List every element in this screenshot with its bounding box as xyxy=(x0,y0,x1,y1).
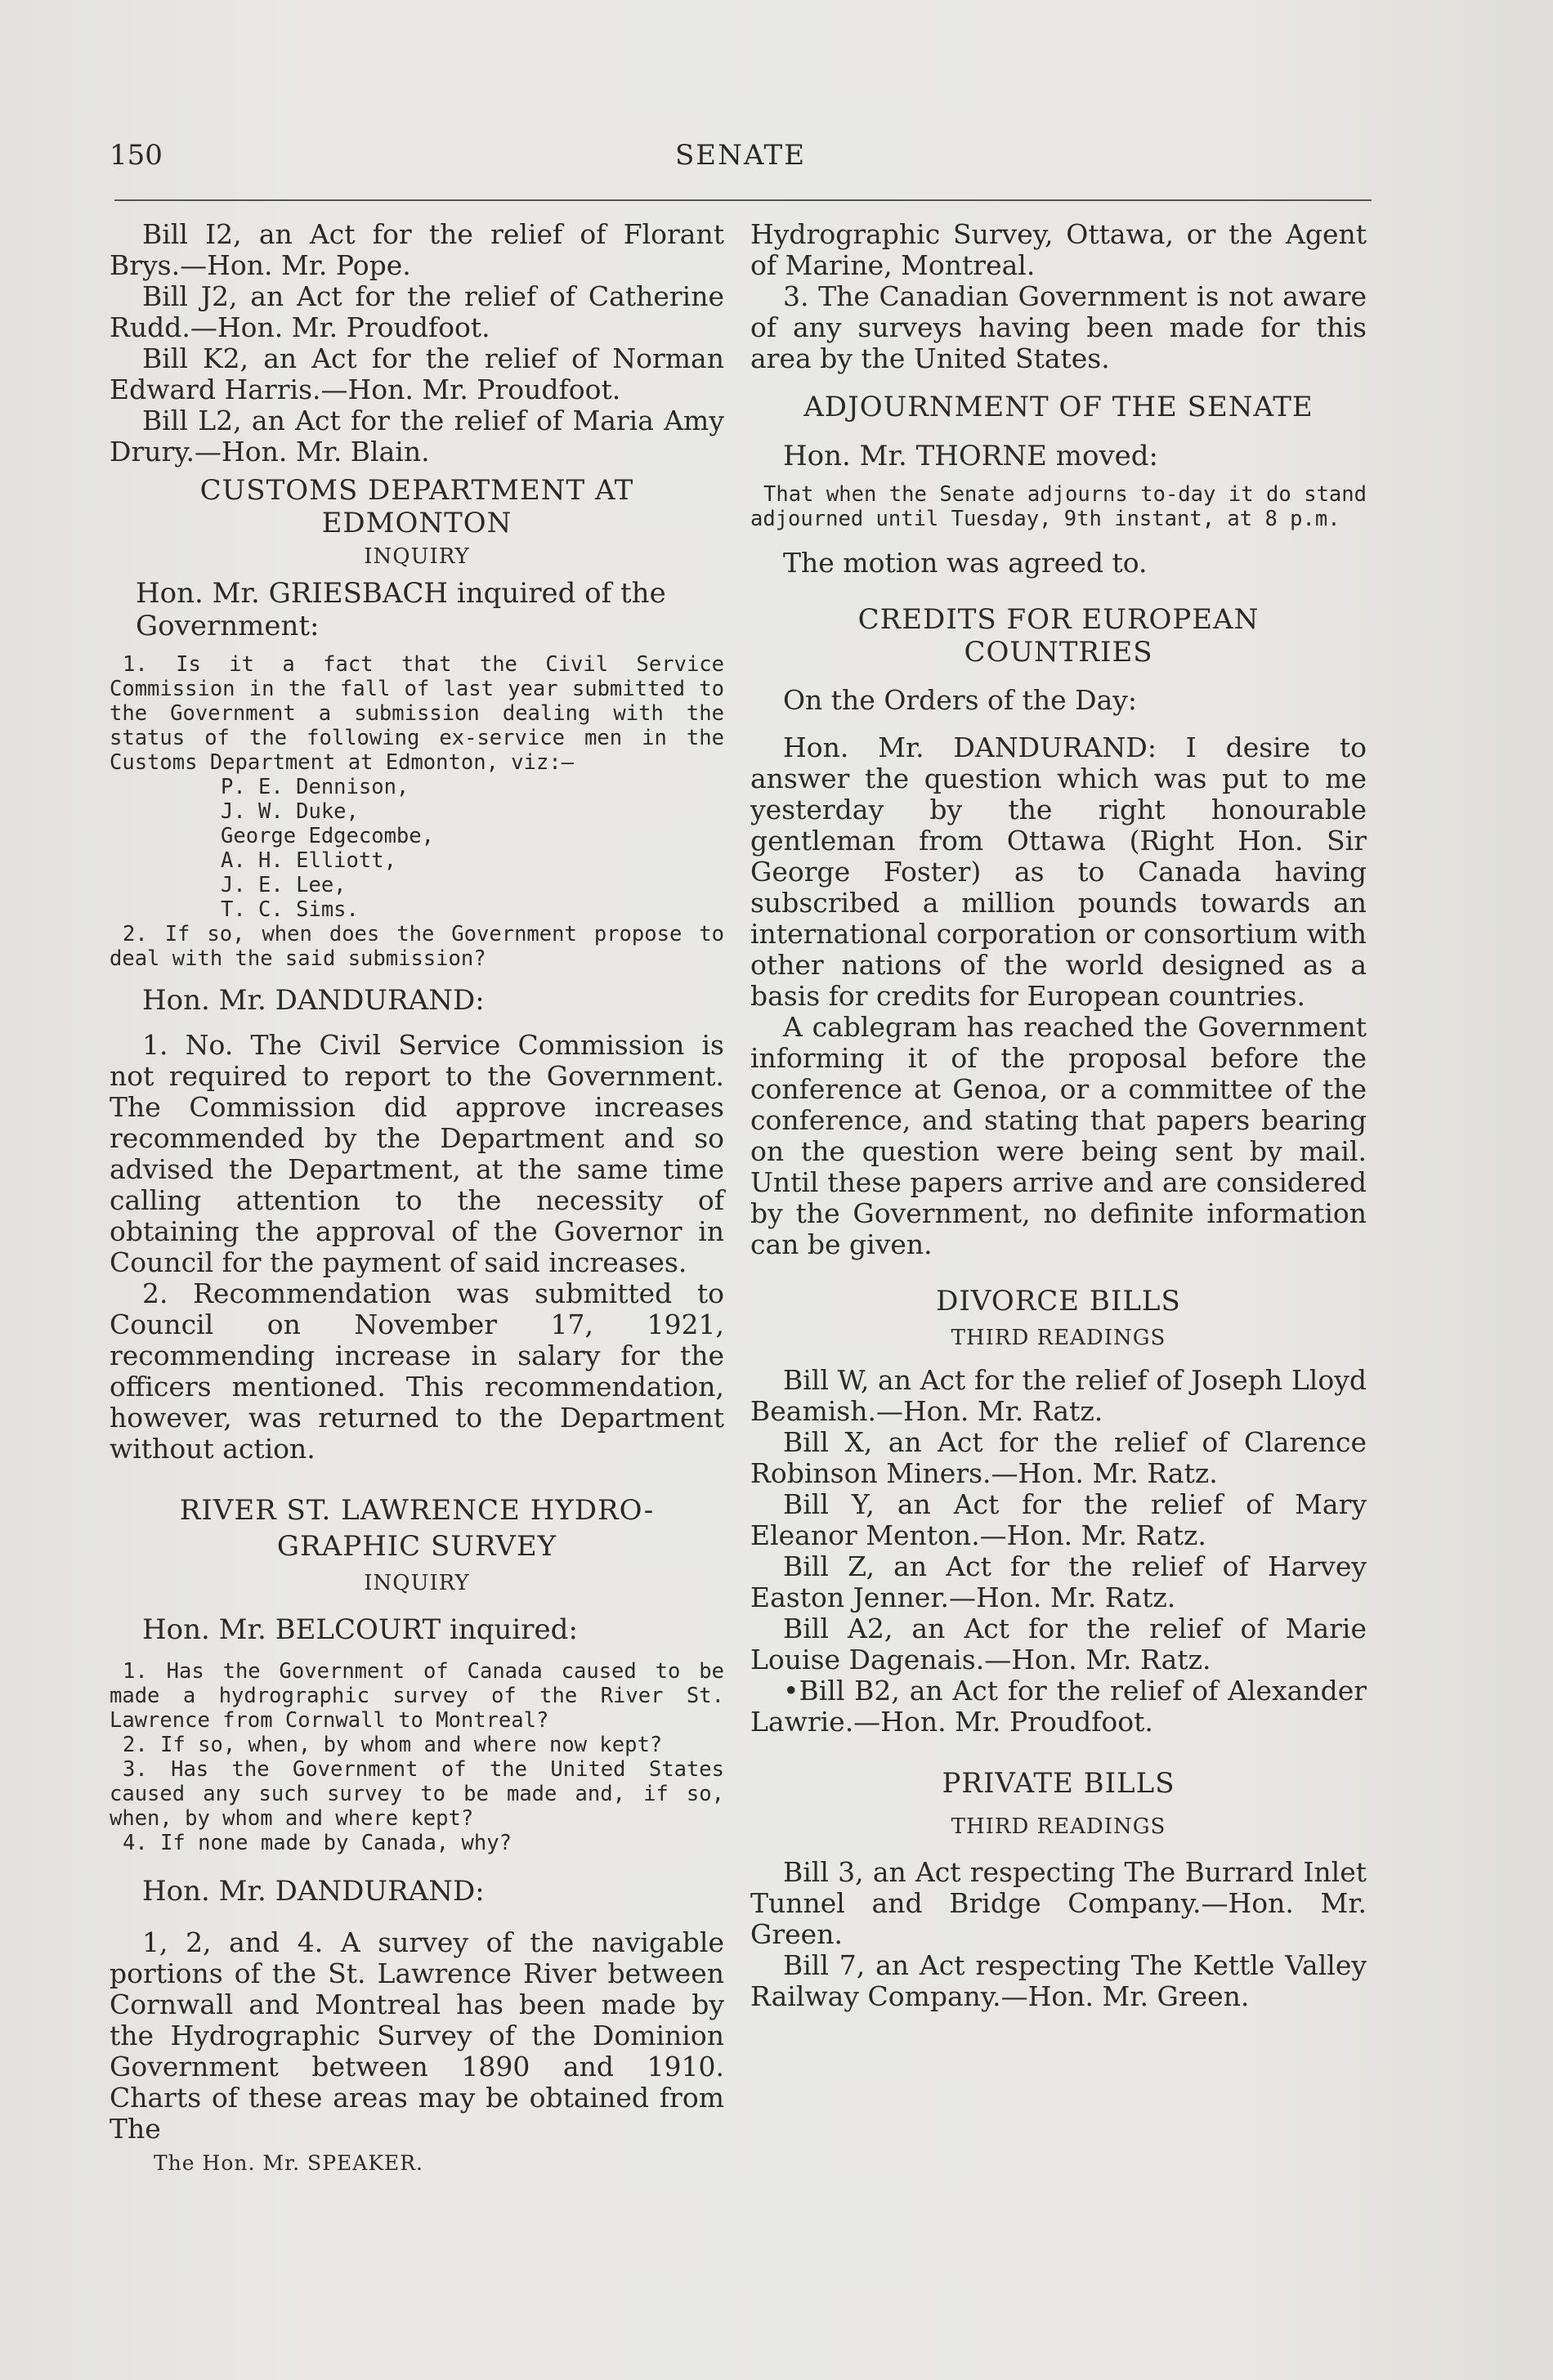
bill-entry: Bill 3, an Act respecting The Burrard Inlet Tunnel and Bridge Company.—Hon. Mr. Green. xyxy=(750,1856,1367,1950)
bill-entry: Bill K2, an Act for the relief of Norman Edward Harris.—Hon. Mr. Proudfoot. xyxy=(110,342,724,405)
name-list xyxy=(110,775,724,922)
section-subheading: THIRD READINGS xyxy=(951,1326,1166,1350)
section-heading-credits-cont: COUNTRIES xyxy=(964,636,1153,669)
question-paragraph: 2. If so, when does the Government propose to deal with the said submission? xyxy=(110,922,724,971)
name-item: P. E. Dennison, xyxy=(221,775,410,799)
speaker-line: Hon. Mr. DANDURAND: xyxy=(142,984,485,1017)
question-paragraph: 3. Has the Government of the United States caused any such survey to be made and, if so, when, by whom and where kept? xyxy=(110,1757,724,1831)
bill-entry: Bill J2, an Act for the relief of Catherine Rudd.—Hon. Mr. Proudfoot. xyxy=(110,280,724,343)
page-footer-speaker: The Hon. Mr. SPEAKER. xyxy=(154,2151,424,2175)
left-column xyxy=(110,219,724,2176)
name-item: J. W. Duke, xyxy=(221,799,359,824)
question-paragraph: 4. If none made by Canada, why? xyxy=(123,1831,512,1855)
section-heading-river: RIVER ST. LAWRENCE HYDRO- xyxy=(179,1494,655,1527)
answer-paragraph: Hydrographic Survey, Ottawa, or the Agent of Marine, Montreal. xyxy=(750,218,1367,281)
bill-entry: Bill 7, an Act respecting The Kettle Valley Railway Company.—Hon. Mr. Green. xyxy=(750,1949,1367,2012)
name-item: J. E. Lee, xyxy=(221,873,347,897)
section-heading-credits: CREDITS FOR EUROPEAN xyxy=(857,603,1260,636)
answer-paragraph: 3. The Canadian Government is not aware of any surveys having been made for this area by the United States. xyxy=(750,280,1367,374)
speaker-line: Hon. Mr. DANDURAND: xyxy=(142,1875,485,1908)
name-item: T. C. Sims. xyxy=(221,897,359,922)
header-rule xyxy=(114,199,1372,201)
bill-entry: Bill W, an Act for the relief of Joseph Lloyd Beamish.—Hon. Mr. Ratz. xyxy=(750,1364,1367,1427)
answer-paragraph: 1. No. The Civil Service Commission is not required to report to the Government. The Commission did approve increases recommended by the Department and so advised the Department, at the same time calling attention to the necessity of obtaining the approval of the Governor in Council for the payment of said increases. xyxy=(110,1029,724,1278)
question-paragraph: 2. If so, when, by whom and where now kept? xyxy=(123,1733,663,1757)
orders-line: On the Orders of the Day: xyxy=(783,684,1138,716)
running-title: SENATE xyxy=(674,139,807,172)
bill-entry: Bill A2, an Act for the relief of Marie Louise Dagenais.—Hon. Mr. Ratz. xyxy=(750,1613,1367,1675)
section-heading-adjournment: ADJOURNMENT OF THE SENATE xyxy=(803,391,1314,423)
inquiry-intro: Hon. Mr. GRIESBACH inquired of the Government: xyxy=(136,577,666,642)
bill-entry: Bill Y, an Act for the relief of Mary Eleanor Menton.—Hon. Mr. Ratz. xyxy=(750,1488,1367,1551)
section-subheading: INQUIRY xyxy=(364,544,470,569)
motion-text: That when the Senate adjourns to-day it do stand adjourned until Tuesday, 9th instant, at 8 p.m. xyxy=(750,482,1367,531)
name-item: George Edgecombe, xyxy=(221,824,434,848)
section-subheading: THIRD READINGS xyxy=(951,1814,1166,1839)
question-paragraph: 1. Has the Government of Canada caused to be made a hydrographic survey of the River St. Lawrence from Cornwall to Montreal? xyxy=(110,1659,724,1733)
bill-entry: Bill L2, an Act for the relief of Maria Amy Drury.—Hon. Mr. Blain. xyxy=(110,405,724,468)
section-heading-divorce: DIVORCE BILLS xyxy=(936,1285,1181,1318)
bill-entry: •Bill B2, an Act for the relief of Alexander Lawrie.—Hon. Mr. Proudfoot. xyxy=(750,1675,1367,1738)
answer-paragraph: 1, 2, and 4. A survey of the navigable portions of the St. Lawrence River between Cornwall and Montreal has been made by the Hydrographic Survey of the Dominion Government between 1890 and 1910. Charts of these areas may be obtained from The xyxy=(110,1926,724,2145)
speaker-line: Hon. Mr. THORNE moved: xyxy=(783,440,1159,472)
page-header xyxy=(110,139,1372,188)
answer-paragraph: 2. Recommendation was submitted to Council on November 17, 1921, recommending increase in salary for the officers mentioned. This recommendation, however, was returned to the Department without action. xyxy=(110,1277,724,1465)
motion-result: The motion was agreed to. xyxy=(783,547,1148,579)
inquiry-intro: Hon. Mr. BELCOURT inquired: xyxy=(142,1613,578,1646)
answer-paragraph: Hon. Mr. DANDURAND: I desire to answer the question which was put to me yesterday by the right honourable gentleman from Ottawa (Right Hon. Sir George Foster) as to Canada having subscribed a million pounds towards an international corporation or consortium with other nations of the world designed as a basis for credits for European countries. xyxy=(750,731,1367,1012)
right-column xyxy=(750,219,1367,2012)
section-heading-river-cont: GRAPHIC SURVEY xyxy=(276,1530,557,1563)
bill-entry: Bill X, an Act for the relief of Clarence Robinson Miners.—Hon. Mr. Ratz. xyxy=(750,1426,1367,1489)
page-number: 150 xyxy=(110,139,163,172)
section-heading-customs: CUSTOMS DEPARTMENT AT EDMONTON xyxy=(199,474,634,539)
bill-entry: Bill I2, an Act for the relief of Florant Brys.—Hon. Mr. Pope. xyxy=(110,218,724,281)
bill-entry: Bill Z, an Act for the relief of Harvey Easton Jenner.—Hon. Mr. Ratz. xyxy=(750,1550,1367,1613)
question-paragraph: 1. Is it a fact that the Civil Service Commission in the fall of last year submitted to the Government a submission dealing with the status of the following ex-service men in the Customs Department at Edmonton, viz:— xyxy=(110,652,724,775)
name-item: A. H. Elliott, xyxy=(221,848,396,873)
section-subheading: INQUIRY xyxy=(364,1571,470,1595)
section-heading-private: PRIVATE BILLS xyxy=(942,1767,1175,1800)
answer-paragraph: A cablegram has reached the Government informing it of the proposal before the conference at Genoa, or a committee of the conference, and stating that papers bearing on the question were being sent by mail. Until these papers arrive and are considered by the Government, no definite information can be given. xyxy=(750,1011,1367,1260)
